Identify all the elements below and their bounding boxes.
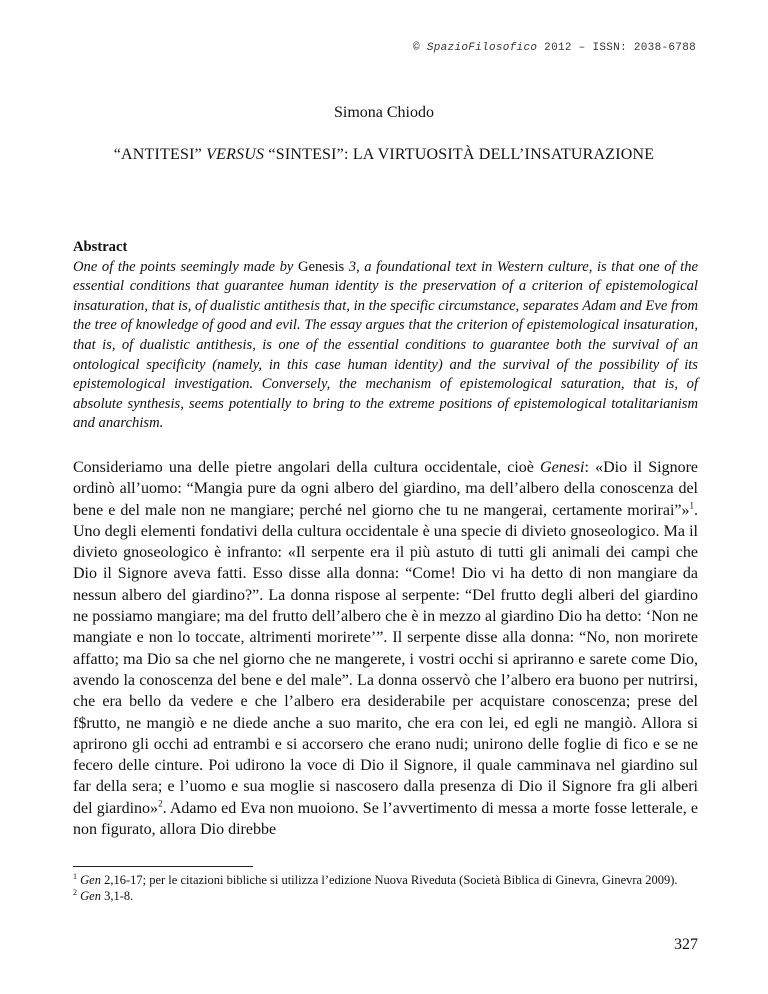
footnote-divider [73,866,253,867]
footnote-2-number: 2 [73,887,77,897]
body-text-c: . Uno degli elementi fondativi della cultura occidentale è una specie di divieto gnoseologico. Ma il divieto gnoseologico è infranto: «Il serpente era il più astuto di tutti gli animali dei campi che Dio il Signore aveva fatti. Esso disse alla donna: “Come! Dio vi ha detto di non mangiare da nessun albero del giardino?”. La donna rispose al serpente: “Del frutto degli alberi del giardino ne possiamo mangiare; ma del frutto dell’albero che è in mezzo al giardino Dio ha detto: ‘Non ne mangiate e non lo toccate, altrimenti morirete’”. Il serpente disse alla donna: “No, non morirete affatto; ma Dio sa che nel giorno che ne mangerete, i vostri occhi si apriranno e sarete come Dio, avendo la conoscenza del bene e del male”. La donna osservò che l’albero era buono per nutrirsi, che era bello da vedere e che l’albero era desiderabile per acquistare conoscenza; prese del f$rutto, ne mangiò e ne diede anche a suo marito, che era con lei, ed egli ne mangiò. Allora si aprirono gli occhi ad entrambi e si accorsero che erano nudi; unirono delle foglie di fico e se ne fecero delle cinture. Poi udirono la voce di Dio il Signore, il quale camminava nel giardino sul far della sera; e l’uomo e sua moglie si nascosero dalla presenza di Dio il Signore fra gli alberi del giardino» [73,501,698,817]
footnote-2 [73,889,698,905]
abstract-genesis: Genesis [297,258,345,275]
abstract-text-a: One of the points seemingly made by [73,258,298,275]
header-copyright: © [413,42,427,54]
footnote-ref-1[interactable]: 1 [689,500,694,511]
body-text-d: . Adamo ed Eva non muoiono. Se l’avvertimento di messa a morte fosse letterale, e non figurato, allora Dio direbbe [73,799,698,839]
title-versus: VERSUS [206,146,265,163]
paper-title [0,146,768,164]
page-number: 327 [674,936,698,953]
footnote-1-ref: Gen [80,873,101,887]
footnotes [73,873,698,904]
abstract-text [73,258,698,434]
running-header [413,42,696,54]
title-part-1: “ANTITESI” [113,146,207,163]
title-part-2: “SINTESI”: LA VIRTUOSITÀ DELL’INSATURAZIONE [264,146,655,163]
abstract-section [73,238,698,434]
header-publication: SpazioFilosofico [426,42,538,54]
footnote-2-ref: Gen [80,888,101,903]
body-paragraph [73,457,698,840]
footnote-1 [73,873,698,889]
footnote-2-text: 3,1-8. [100,888,134,903]
body-text-a: Consideriamo una delle pietre angolari della cultura occidentale, cioè [73,459,541,476]
header-issn: 2012 – ISSN: 2038-6788 [537,42,696,54]
body-text-b: : «Dio il Signore ordinò all’uomo: “Mangia pure da ogni albero del giardino, ma dell’albero della conoscenza del bene e del male non ne mangiare; perché nel giorno che tu ne mangerai, certamente morirai”» [73,459,699,519]
footnote-1-number: 1 [73,871,77,881]
abstract-heading: Abstract [73,239,128,255]
author-name: Simona Chiodo [333,104,434,121]
footnote-ref-2[interactable]: 2 [158,798,163,809]
body-genesi: Genesi [540,459,585,476]
footnote-1-text: 2,16-17; per le citazioni bibliche si utilizza l’edizione Nuova Riveduta (Società Biblica di Ginevra, Ginevra 2009). [100,873,678,887]
abstract-text-b: 3, a foundational text in Western culture, is that one of the essential conditions that guarantee human identity is the preservation of a criterion of epistemological insaturation, that is, of dualistic antithesis that, in the specific circumstance, separates Adam and Eve from the tree of knowledge of good and evil. The essay argues that the criterion of epistemological insaturation, that is, of dualistic antithesis, is one of the essential conditions to guarantee both the survival of an ontological specificity (namely, in this case human identity) and the survival of the possibility of its epistemological investigation. Conversely, the mechanism of epistemological saturation, that is, of absolute synthesis, seems potentially to bring to the extreme positions of epistemological totalitarianism and anarchism. [73,258,698,432]
